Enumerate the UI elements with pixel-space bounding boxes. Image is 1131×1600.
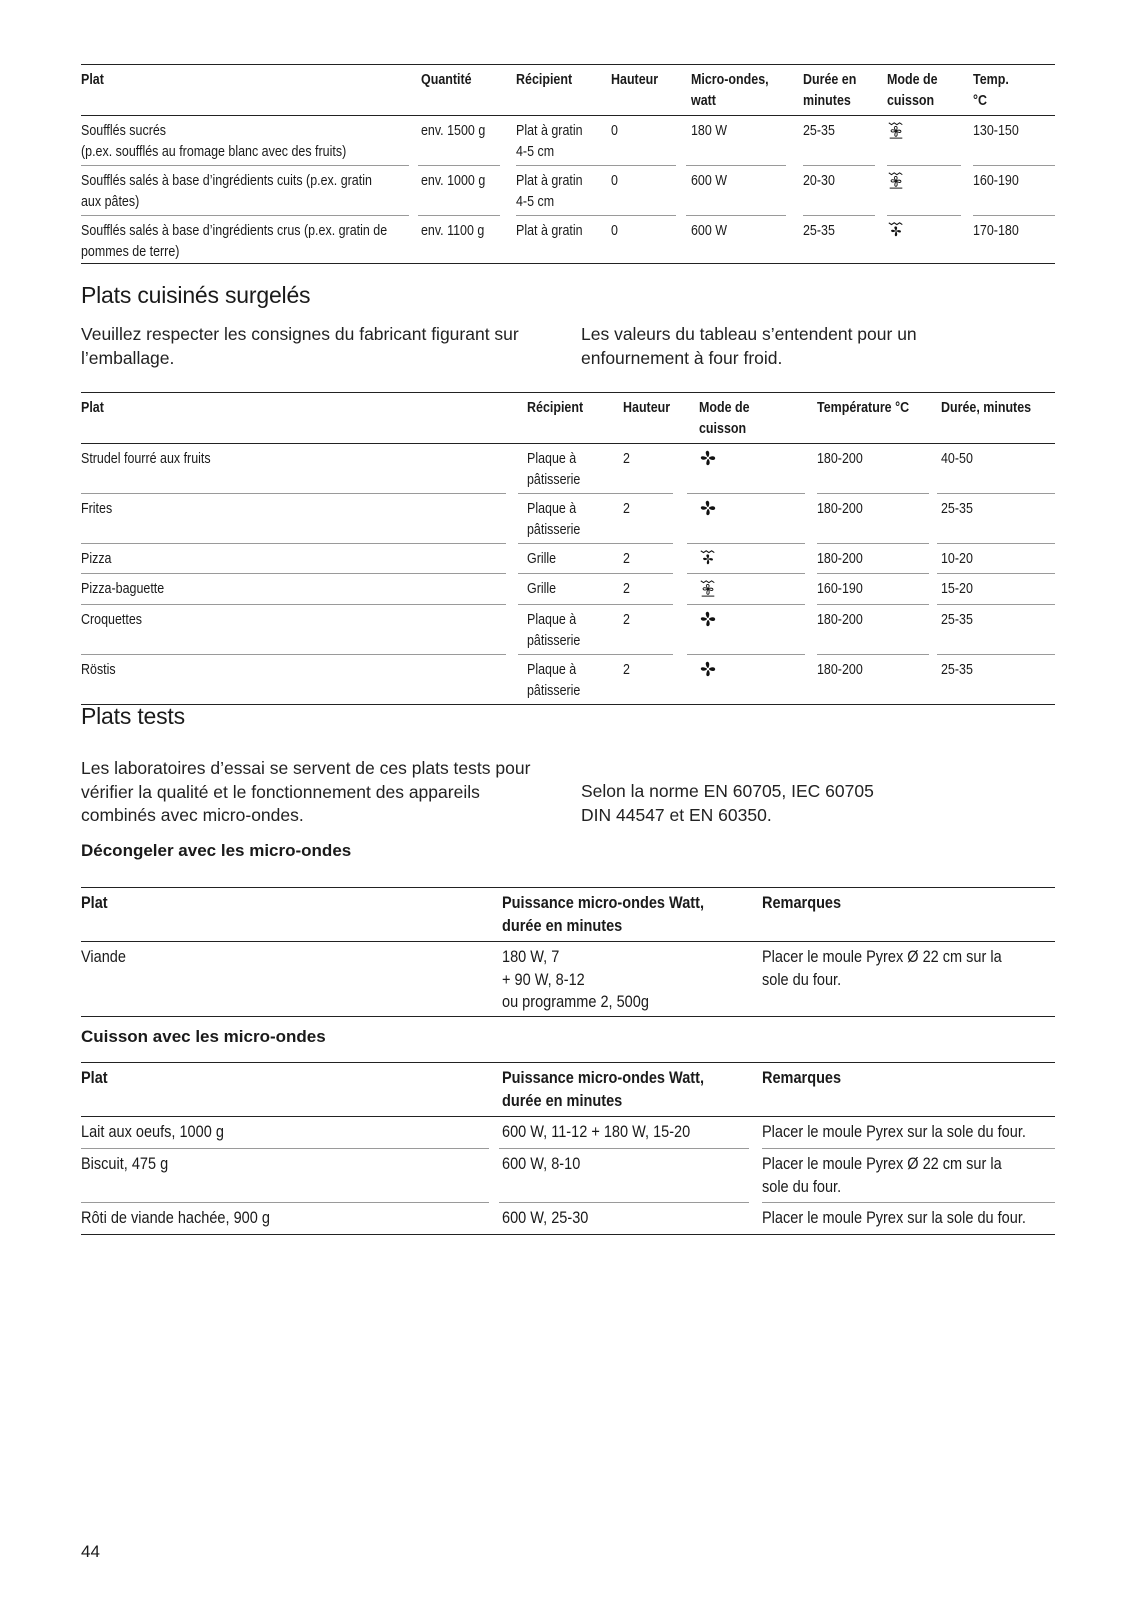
intro-paragraph-right: Les valeurs du tableau s’entendent pour un enfournement à four froid. (581, 324, 917, 368)
col-header-plat: Plat (81, 1069, 108, 1087)
col-header-plat: Plat (81, 894, 108, 912)
tests-paragraph-right: Selon la norme EN 60705, IEC 60705 DIN 44547 et EN 60350. (581, 781, 874, 825)
col-header-plat: Plat (81, 400, 104, 416)
intro-paragraph-left: Veuillez respecter les consignes du fabricant figurant sur l’emballage. (81, 324, 519, 368)
col-header-hauteur: Hauteur (623, 400, 671, 416)
cuisson-table: Plat Puissance micro-ondes Watt, durée en minutes Remarques Lait aux oeufs, 1000 g 600 W, 11-12 + 180 W, 15-20 Placer le moule Pyrex sur la sole du four. Biscuit, 475 g 600 W, 8-10 Placer le moule Pyrex Ø 22 cm sur la sole du four. Rôti de viande hachée, 900 g 600 W, 25-30 Placer le moule Pyrex sur la sole du four. (81, 1062, 1055, 1242)
decongeler-table: Plat Puissance micro-ondes Watt, durée en minutes Remarques Viande 180 W, 7 + 90 W, 8-12 ou programme 2, 500g Placer le moule Pyrex Ø 22 cm sur la sole du four. (81, 887, 1055, 1027)
col-header-puissance: Puissance micro-ondes Watt, (502, 1069, 704, 1087)
col-header-duree: Durée, minutes (941, 400, 1032, 416)
col-header-duree: Durée en (803, 72, 857, 88)
col-header-recipient: Récipient (527, 400, 584, 416)
col-header-plat: Plat (81, 72, 104, 88)
section-title-plats-tests: Plats tests (81, 703, 185, 729)
col-header-puissance: Puissance micro-ondes Watt, (502, 894, 704, 912)
surgeles-table: Plat Récipient Hauteur Mode de cuisson Température °C Durée, minutes Strudel fourré aux fruits Plaque à pâtisserie 2 180-200 40-50 Frites Plaque à pâtisserie 2 180-200 25-35 Pizza Grille 2 180-200 10-20 Pizza-baguette Grille 2 160-190 15-20 Croquettes Plaque à pâtisserie 2 180-200 25-35 Röstis Plaque à pâtisserie 2 180-200 25-35 (81, 392, 1055, 712)
fan-icon (699, 449, 717, 467)
page-number: 44 (81, 1542, 100, 1561)
fan-heat-grill-icon (887, 121, 905, 139)
col-header-microondes: Micro-ondes, (691, 72, 769, 88)
col-header-hauteur: Hauteur (611, 72, 659, 88)
section-title-plats-surgeles: Plats cuisinés surgelés (81, 282, 311, 308)
fan-heat-grill-icon (887, 171, 905, 189)
col-header-recipient: Récipient (516, 72, 573, 88)
tests-paragraph-left: Les laboratoires d’essai se servent de ces plats tests pour vérifier la qualité et le fonctionnement des appareils combinés avec micro-ondes. (81, 758, 531, 825)
col-header-remarques: Remarques (762, 1069, 842, 1087)
souffles-table: Plat Quantité Récipient Hauteur Micro-ondes, watt Durée en minutes Mode de cuisson Temp. °C Soufflés sucrés (p.ex. soufflés au fromage blanc avec des fruits) env. 1500 g Plat à gratin 4-5 cm 0 180 W 25-35 130-150 Soufflés salés à base d’ingrédients cuits (p.ex. gratin aux pâtes) env. 1000 g Plat à gratin 4-5 cm 0 600 W 20-30 160-190 Soufflés salés à base d’ingrédients crus (p.ex. gratin de pommes de terre) env. 1100 g Plat à gratin 0 600 W 25-35 170-180 (81, 64, 1055, 264)
col-header-quantite: Quantité (421, 72, 472, 88)
fan-heat-grill-icon (699, 579, 717, 597)
subheading-cuisson: Cuisson avec les micro-ondes (81, 1027, 326, 1046)
fan-icon (699, 660, 717, 678)
subheading-decongeler: Décongeler avec les micro-ondes (81, 841, 352, 860)
col-header-temperature: Température °C (817, 400, 910, 416)
fan-grill-icon (699, 549, 717, 567)
col-header-mode: Mode de (699, 400, 750, 416)
col-header-mode: Mode de (887, 72, 938, 88)
col-header-remarques: Remarques (762, 894, 842, 912)
fan-icon (699, 499, 717, 517)
fan-grill-icon (887, 221, 905, 239)
col-header-temp: Temp. (973, 72, 1009, 88)
fan-icon (699, 610, 717, 628)
